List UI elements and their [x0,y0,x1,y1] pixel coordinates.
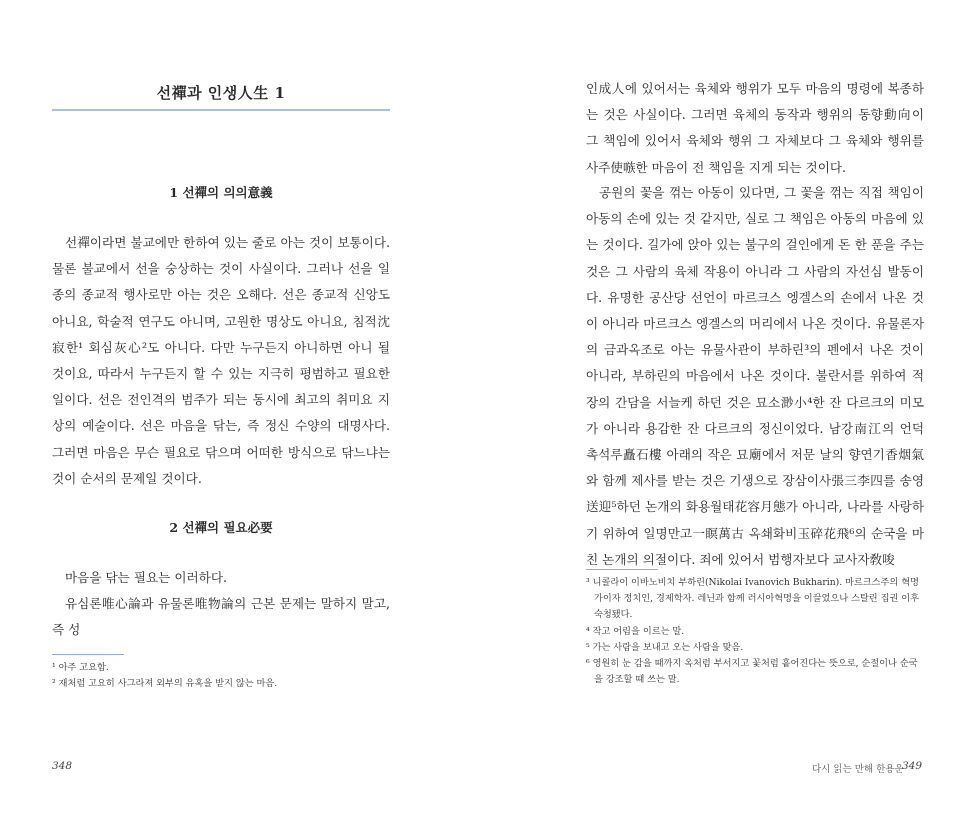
footnote-5: ⁵ 가는 사람을 보내고 오는 사람을 맞음. [586,641,744,653]
chapter-title-rule [52,109,390,111]
footnote-rule [586,569,658,570]
section-2-line-1: 마음을 닦는 필요는 이러하다. [65,570,227,585]
section-2-line-2: 유심론唯心論과 유물론唯物論의 근본 문제는 말하지 말고, 즉 성 [52,596,390,638]
section-1-body: 선禪이라면 불교에만 한하여 있는 줄로 아는 것이 보통이다. 물론 불교에서 선을 숭상하는 것이 사실이다. 그러나 선을 일종의 종교적 행사로만 아는 것은 오해다. 선은 종교적 신앙도 아니요, 학술적 연구도 아니며, 고원한 명상도 아니요, 침적沈寂한¹ 회심灰心²도 아니다. 다만 누구든지 아니하면 아니 될 것이요, 따라서 누구든지 할 수 있는 지극히 평범하고 필요한 일이다. 선은 전인격의 범주가 되는 동시에 최고의 취미요 지상의 예술이다. 선은 마음을 닦는, 즉 정신 수양의 대명사다. 그러면 마음은 무슨 필요로 닦으며 어떠한 방식으로 닦느냐는 것이 순서의 문제일 것이다. [52,235,390,486]
footnote-1: ¹ 아주 고요함. [52,662,109,673]
page-number-left: 348 [52,760,73,772]
chapter-title: 선禪과 인생人生 1 [156,84,286,102]
section-heading-2: 2 선禪의 필요必要 [169,520,273,535]
footnote-3: ³ 니콜라이 이바노비치 부하린(Nikolai Ivanovich Bukharin). 마르크스주의 혁명가이자 정치인, 경제학자. 레닌과 함께 러시아혁명을 이끌었으나 스탈린 집권 이후 숙청됐다. [586,577,920,621]
footnote-2: ² 재처럼 고요히 사그라져 외부의 유혹을 받지 않는 마음. [52,678,278,690]
footnotes-left [52,660,390,692]
right-page [490,0,980,827]
section-heading-1: 1 선禪의 의의意義 [169,185,273,200]
page-number-right: 349 [902,760,923,772]
running-head: 다시 읽는 만해 한용운 [812,764,904,775]
footnote-6: ⁶ 영원히 눈 감을 때까지 옥처럼 부서지고 꽃처럼 흩어진다는 뜻으로, 순절이나 순국을 강조할 때 쓰는 말. [586,658,918,686]
footnotes-right [586,575,924,688]
footnote-4: ⁴ 작고 어림을 이르는 말. [586,625,685,637]
footnote-rule [52,654,124,655]
body-paragraph-1: 인成人에 있어서는 육체와 행위가 모두 마음의 명령에 복종하는 것은 사실이다. 그러면 육체의 동작과 행위의 동향動向이 그 책임에 있어서 육체와 행위 그 자체보다 그 육체와 행위를 사주使嗾한 마음이 전 책임을 지게 되는 것이다. [586,81,924,175]
body-paragraph-2: 공원의 꽃을 꺾는 아동이 있다면, 그 꽃을 꺾는 직접 책임이 아동의 손에 있는 것 같지만, 실로 그 책임은 아동의 마음에 있는 것이다. 길가에 앉아 있는 불구의 걸인에게 돈 한 푼을 주는 것은 그 사람의 육체 작용이 아니라 그 사람의 자선심 발동이다. 유명한 공산당 선언이 마르크스 엥겔스의 손에서 나온 것이 아니라 마르크스 엥겔스의 머리에서 나온 것이다. 유물론자의 금과옥조로 아는 유물사관이 부하린³의 펜에서 나온 것이 아니라, 부하린의 마음에서 나온 것이다. 불란서를 위하여 적장의 간담을 서늘케 하던 것은 묘소渺小⁴한 잔 다르크의 미모가 아니라 용감한 잔 다르크의 정신이었다. 남강南江의 언덕 촉석루矗石樓 아래의 작은 묘廟에서 저문 날의 향연기香烟氣와 함께 제사를 받는 것은 기생으로 장삼이사張三李四를 송영送迎⁵하던 논개의 화용월태花容月態가 아니라, 나라를 사랑하기 위하여 일명만고一瞑萬古 옥쇄화비玉碎花飛⁶의 순국을 마친 논개의 의절이다. 죄에 있어서 범행자보다 교사자敎唆 [586,185,924,567]
